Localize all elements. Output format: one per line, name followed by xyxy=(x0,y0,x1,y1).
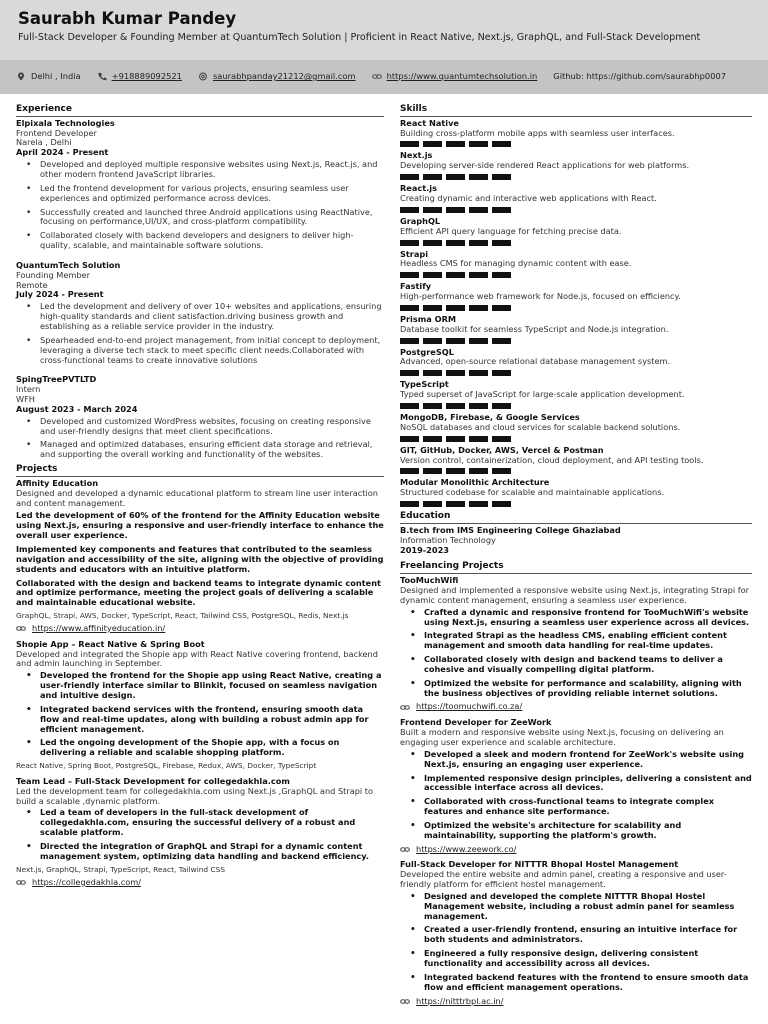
skill-level-bars xyxy=(400,501,752,507)
skill-item xyxy=(400,315,752,344)
skill-name: Strapi xyxy=(400,248,429,259)
projects-heading: Projects xyxy=(16,464,384,477)
skill-level-bar xyxy=(492,240,511,246)
job-company: Elpixala Technologies xyxy=(16,117,115,128)
skill-level-bar xyxy=(446,207,465,213)
skill-level-bar xyxy=(423,272,442,278)
skill-item xyxy=(400,282,752,311)
project-tags: GraphQL, Strapi, AWS, Docker, TypeScript, React, Tailwind CSS, PostgreSQL, Redis, Next.js xyxy=(16,611,349,621)
project-bullet: • Developed the frontend for the Shopie app using React Native, creating a user-friendly interface similar to Blinkit, focused on seamless navigation and intuitive design. xyxy=(16,671,384,701)
skill-level-bars xyxy=(400,468,752,474)
skill-name: React Native xyxy=(400,117,459,128)
job-bullet: • Led the development and delivery of over 10+ websites and applications, ensuring high-quality standards and client satisfaction.driving business growth and establishing as a reliable service provider in the industry. xyxy=(16,302,384,332)
link-icon xyxy=(16,624,26,633)
skill-item xyxy=(400,217,752,246)
project-url[interactable]: https://www.affinityeducation.in/ xyxy=(32,622,166,633)
skill-level-bar xyxy=(469,305,488,311)
skill-level-bar xyxy=(469,501,488,507)
skill-level-bars xyxy=(400,436,752,442)
skill-name: Prisma ORM xyxy=(400,313,457,324)
skill-level-bars xyxy=(400,370,752,376)
freelance-desc: Built a modern and responsive website using Next.js, focusing on delivering an engaging user experience and scalable architecture. xyxy=(400,727,724,747)
skill-level-bar xyxy=(423,338,442,344)
skill-level-bar xyxy=(469,141,488,147)
skill-desc: Building cross-platform mobile apps with seamless user interfaces. xyxy=(400,127,675,138)
phone-link[interactable]: +918889092521 xyxy=(111,71,182,82)
freelance-bullet: • Implemented responsive design principles, delivering a consistent and accessible interface across all devices. xyxy=(400,774,752,794)
job-elpixala xyxy=(16,119,384,251)
project-link[interactable] xyxy=(16,878,384,888)
job-bullet: • Successfully created and launched three Android applications using ReactNative, focusing on performance,UI/UX, and cross-platform compatibility. xyxy=(16,208,384,228)
skill-desc: Database toolkit for seamless TypeScript and Node.js integration. xyxy=(400,323,669,334)
job-role: Intern xyxy=(16,384,41,395)
project-bullet: • Directed the integration of GraphQL and Strapi for a dynamic content management system, optimizing data handling and backend efficiency. xyxy=(16,842,384,862)
skill-desc: Typed superset of JavaScript for large-scale application development. xyxy=(400,389,685,400)
skill-level-bars xyxy=(400,174,752,180)
skill-level-bar xyxy=(400,240,419,246)
right-column xyxy=(400,104,752,1006)
skill-level-bar xyxy=(492,207,511,213)
freelance-bullet: • Engineered a fully responsive design, delivering consistent functionality and accessibility across all devices. xyxy=(400,949,752,969)
project-name: Team Lead – Full-Stack Development for collegedakhla.com xyxy=(16,775,290,786)
skill-desc: Efficient API query language for fetching precise data. xyxy=(400,225,622,236)
job-company: QuantumTech Solution xyxy=(16,259,121,270)
skill-level-bar xyxy=(400,370,419,376)
skill-desc: Structured codebase for scalable and maintainable applications. xyxy=(400,487,665,498)
job-bullets xyxy=(16,417,384,460)
skill-level-bars xyxy=(400,240,752,246)
skill-level-bar xyxy=(446,272,465,278)
skill-item xyxy=(400,184,752,213)
skill-level-bar xyxy=(492,141,511,147)
skill-level-bars xyxy=(400,338,752,344)
skill-level-bar xyxy=(446,501,465,507)
skill-level-bar xyxy=(492,501,511,507)
contact-phone[interactable] xyxy=(97,72,182,82)
project-bullet: • Integrated backend services with the frontend, ensuring smooth data flow and real-time updates, along with building a robust admin app for efficient management. xyxy=(16,705,384,735)
contact-email[interactable] xyxy=(198,72,356,82)
email-link[interactable]: saurabhpanday21212@gmail.com xyxy=(212,71,356,82)
skill-level-bar xyxy=(423,501,442,507)
project-name: Shopie App – React Native & Spring Boot xyxy=(16,638,205,649)
skill-desc: Creating dynamic and interactive web applications with React. xyxy=(400,193,657,204)
link-icon xyxy=(400,845,410,854)
job-role: Founding Member xyxy=(16,269,90,280)
skill-level-bar xyxy=(492,272,511,278)
skill-item xyxy=(400,380,752,409)
freelance-bullet: • Integrated Strapi as the headless CMS, enabling efficient content management and smooth data handling for real-time updates. xyxy=(400,631,752,651)
skill-desc: Developing server-side rendered React applications for web platforms. xyxy=(400,160,690,171)
skill-level-bar xyxy=(446,436,465,442)
skill-level-bar xyxy=(400,207,419,213)
freelance-url[interactable]: https://toomuchwifi.co.za/ xyxy=(416,701,523,712)
freelance-bullet: • Created a user-friendly frontend, ensuring an intuitive interface for both students and administrators. xyxy=(400,925,752,945)
education-heading: Education xyxy=(400,511,752,524)
skill-level-bar xyxy=(446,240,465,246)
freelance-url[interactable]: https://nitttrbpl.ac.in/ xyxy=(416,995,504,1006)
skill-level-bars xyxy=(400,272,752,278)
link-icon xyxy=(400,703,410,712)
skill-level-bar xyxy=(469,370,488,376)
freelance-bullet: • Optimized the website for performance and scalability, aligning with the business objectives of providing reliable internet solutions. xyxy=(400,679,752,699)
skill-level-bar xyxy=(423,436,442,442)
freelance-nitttr xyxy=(400,860,752,1006)
skill-level-bar xyxy=(400,141,419,147)
skill-level-bar xyxy=(423,468,442,474)
job-date: July 2024 - Present xyxy=(16,289,104,300)
skill-level-bar xyxy=(446,468,465,474)
freelance-name: Frontend Developer for ZeeWork xyxy=(400,717,552,728)
freelance-name: Full-Stack Developer for NITTTR Bhopal Hostel Management xyxy=(400,859,679,870)
project-bullet: • Led the ongoing development of the Shopie app, with a focus on delivering a reliable and scalable shopping platform. xyxy=(16,738,384,758)
skill-level-bar xyxy=(400,436,419,442)
email-icon xyxy=(198,72,208,81)
skill-level-bar xyxy=(446,305,465,311)
project-url[interactable]: https://collegedakhla.com/ xyxy=(32,876,141,887)
skill-level-bars xyxy=(400,141,752,147)
project-name: Affinity Education xyxy=(16,477,99,488)
freelance-bullet: • Collaborated with cross-functional teams to integrate complex features and enhance site performance. xyxy=(400,797,752,817)
skill-level-bar xyxy=(400,272,419,278)
skill-level-bar xyxy=(492,436,511,442)
education-entry xyxy=(400,526,752,556)
job-spingtree xyxy=(16,375,384,460)
skill-level-bar xyxy=(492,305,511,311)
skill-level-bar xyxy=(423,370,442,376)
skill-name: GIT, GitHub, Docker, AWS, Vercel & Postman xyxy=(400,444,604,455)
skill-desc: Headless CMS for managing dynamic content with ease. xyxy=(400,258,632,269)
project-tags: Next.js, GraphQL, Strapi, TypeScript, React, Tailwind CSS xyxy=(16,864,226,874)
job-bullet: • Developed and customized WordPress websites, focusing on creating responsive and user-friendly designs that meet client specifications. xyxy=(16,417,384,437)
skill-level-bar xyxy=(400,305,419,311)
project-bullets xyxy=(16,671,384,758)
candidate-tagline: Full-Stack Developer & Founding Member at QuantumTech Solution | Proficient in React Native, Next.js, GraphQL, and Full-Stack Development xyxy=(18,32,701,44)
project-bullet: • Led a team of developers in the full-stack development of collegedakhla.com, ensuring the successful delivery of a robust and scalable platform. xyxy=(16,808,384,838)
skill-name: Fastify xyxy=(400,281,432,292)
freelance-name: TooMuchWifi xyxy=(400,575,459,586)
skill-level-bar xyxy=(469,240,488,246)
skill-name: TypeScript xyxy=(400,379,449,390)
freelance-bullet: • Integrated backend features with the frontend to ensure smooth data flow and efficient management operations. xyxy=(400,973,752,993)
freelance-desc: Developed the entire website and admin panel, creating a responsive and user-friendly platform for efficient hostel management. xyxy=(400,869,727,890)
skill-level-bar xyxy=(423,174,442,180)
skill-level-bar xyxy=(492,338,511,344)
job-bullets xyxy=(16,302,384,365)
job-company: SpingTreePVTLTD xyxy=(16,374,97,385)
link-icon xyxy=(372,72,382,81)
skill-level-bar xyxy=(400,338,419,344)
job-role: Frontend Developer xyxy=(16,127,97,138)
skill-name: GraphQL xyxy=(400,215,441,226)
project-link[interactable] xyxy=(16,624,384,634)
skill-item xyxy=(400,478,752,507)
job-bullet: • Collaborated closely with backend developers and designers to deliver high-quality, scalable, and maintainable software solutions. xyxy=(16,231,384,251)
skill-item xyxy=(400,250,752,279)
freelance-url[interactable]: https://www.zeework.co/ xyxy=(416,843,517,854)
freelance-toomuchwifi xyxy=(400,576,752,712)
job-place: WFH xyxy=(16,394,35,405)
project-affinity xyxy=(16,479,384,634)
project-desc: Designed and developed a dynamic educational platform to stream line user interaction and content management. xyxy=(16,487,378,508)
education-field: Information Technology xyxy=(400,534,496,545)
skills-heading: Skills xyxy=(400,104,752,117)
skill-level-bar xyxy=(423,305,442,311)
job-bullet: • Led the frontend development for various projects, ensuring seamless user experiences and optimized performance across devices. xyxy=(16,184,384,204)
freelance-bullets xyxy=(400,892,752,993)
location-text: Delhi , India xyxy=(31,71,81,82)
skill-level-bar xyxy=(446,403,465,409)
skill-item xyxy=(400,446,752,475)
skill-name: Next.js xyxy=(400,150,433,161)
skill-level-bars xyxy=(400,207,752,213)
freelance-desc: Designed and implemented a responsive website using Next.js, integrating Strapi for dynamic content management, ensuring a seamless user experience. xyxy=(400,585,749,605)
skill-level-bar xyxy=(469,468,488,474)
skill-level-bar xyxy=(423,207,442,213)
contact-website[interactable] xyxy=(372,72,538,82)
skill-level-bar xyxy=(423,403,442,409)
skill-item xyxy=(400,413,752,442)
skill-desc: Advanced, open-source relational database management system. xyxy=(400,356,671,367)
candidate-name: Saurabh Kumar Pandey xyxy=(18,9,237,28)
freelance-link[interactable] xyxy=(400,997,752,1007)
skill-level-bar xyxy=(423,240,442,246)
skill-level-bar xyxy=(446,370,465,376)
project-bullets xyxy=(16,808,384,861)
job-quantumtech xyxy=(16,261,384,365)
github-text[interactable]: Github: https://github.com/saurabhp0007 xyxy=(553,71,727,82)
skill-level-bars xyxy=(400,305,752,311)
skill-level-bar xyxy=(469,207,488,213)
job-date: August 2023 - March 2024 xyxy=(16,403,138,414)
job-date: April 2024 - Present xyxy=(16,147,109,158)
contact-location xyxy=(16,72,81,82)
skill-level-bar xyxy=(469,338,488,344)
skill-item xyxy=(400,151,752,180)
education-years: 2019-2023 xyxy=(400,544,449,555)
skill-level-bar xyxy=(446,338,465,344)
job-bullet: • Developed and deployed multiple responsive websites using Next.js, React.js, and other modern frontend JavaScript libraries. xyxy=(16,160,384,180)
skill-level-bar xyxy=(400,403,419,409)
project-desc: Led the development team for collegedakhla.com using Next.js ,GraphQL and Strapi to build a scalable ,dynamic platform. xyxy=(16,785,374,806)
skill-level-bar xyxy=(469,436,488,442)
link-icon xyxy=(400,997,410,1006)
education-degree: B.tech from IMS Engineering College Ghaziabad xyxy=(400,524,621,535)
skill-level-bar xyxy=(492,370,511,376)
skill-level-bar xyxy=(400,174,419,180)
freelance-zeework xyxy=(400,718,752,854)
contact-github[interactable] xyxy=(553,72,726,82)
freelance-bullet: • Developed a sleek and modern frontend for ZeeWork's website using Next.js, ensuring an engaging user experience. xyxy=(400,750,752,770)
experience-heading: Experience xyxy=(16,104,384,117)
project-shopie xyxy=(16,640,384,771)
project-point: Collaborated with the design and backend teams to integrate dynamic content and optimize performance, meeting the project goals of delivering a scalable and maintainable educational website. xyxy=(16,577,381,608)
job-bullet: • Managed and optimized databases, ensuring efficient data storage and retrieval, and supporting the overall working and functionality of the websites. xyxy=(16,440,384,460)
freelance-bullet: • Crafted a dynamic and responsive frontend for TooMuchWifi's website using Next.js, ensuring a seamless user experience across all devices. xyxy=(400,608,752,628)
freelance-bullets xyxy=(400,608,752,699)
skill-level-bars xyxy=(400,403,752,409)
skill-desc: Version control, containerization, cloud deployment, and API testing tools. xyxy=(400,454,704,465)
skill-level-bar xyxy=(400,501,419,507)
skill-level-bar xyxy=(469,272,488,278)
skill-level-bar xyxy=(400,468,419,474)
freelance-bullet: • Collaborated closely with design and backend teams to deliver a cohesive and visually compelling digital platform. xyxy=(400,655,752,675)
freelance-bullet: • Designed and developed the complete NITTTR Bhopal Hostel Management website, including a robust admin panel for seamless management. xyxy=(400,892,752,922)
job-bullets xyxy=(16,160,384,251)
skill-level-bar xyxy=(446,141,465,147)
skill-level-bar xyxy=(469,174,488,180)
website-link[interactable]: https://www.quantumtechsolution.in xyxy=(386,71,538,82)
project-point: Led the development of 60% of the frontend for the Affinity Education website using Next.js, ensuring a responsive and user-friendly interface to enhance the overall user experience. xyxy=(16,510,384,541)
job-place: Remote xyxy=(16,279,48,290)
skill-level-bar xyxy=(492,403,511,409)
skill-level-bar xyxy=(446,174,465,180)
project-desc: Developed and integrated the Shopie app with React Native covering frontend, backend and admin launching in September. xyxy=(16,648,378,669)
contact-bar xyxy=(0,60,768,94)
skill-name: Modular Monolithic Architecture xyxy=(400,477,550,488)
project-collegedakhla xyxy=(16,777,384,887)
phone-icon xyxy=(97,72,107,81)
project-point: Implemented key components and features that contributed to the seamless navigation and accessibility of the site, aligning with the objective of providing students and educators with an intuitive platform. xyxy=(16,543,384,574)
skill-level-bar xyxy=(423,141,442,147)
resume-header xyxy=(0,0,768,60)
freelancing-heading: Freelancing Projects xyxy=(400,561,752,574)
skill-desc: High-performance web framework for Node.js, focused on efficiency. xyxy=(400,291,681,302)
skill-name: PostgreSQL xyxy=(400,346,454,357)
project-tags: React Native, Spring Boot, PostgreSQL, Firebase, Redux, AWS, Docker, TypeScript xyxy=(16,761,317,771)
link-icon xyxy=(16,878,26,887)
skill-level-bar xyxy=(492,468,511,474)
left-column xyxy=(16,104,384,887)
skill-name: React.js xyxy=(400,183,437,194)
skill-item xyxy=(400,348,752,377)
skills-list xyxy=(400,119,752,507)
freelance-bullet: • Optimized the website's architecture for scalability and maintainability, supporting the platform's growth. xyxy=(400,821,752,841)
skill-level-bar xyxy=(492,174,511,180)
location-pin-icon xyxy=(16,72,26,81)
skill-name: MongoDB, Firebase, & Google Services xyxy=(400,411,580,422)
skill-desc: NoSQL databases and cloud services for scalable backend solutions. xyxy=(400,421,681,432)
job-bullet: • Spearheaded end-to-end project management, from initial concept to deployment, leveraging a diverse tech stack to meet specific client needs.Collaborated with cross-functional teams to create innovative solutions xyxy=(16,336,384,366)
freelance-bullets xyxy=(400,750,752,841)
freelance-link[interactable] xyxy=(400,845,752,855)
skill-level-bar xyxy=(469,403,488,409)
skill-item xyxy=(400,119,752,148)
job-place: Narela , Delhi xyxy=(16,137,72,148)
freelance-link[interactable] xyxy=(400,702,752,712)
